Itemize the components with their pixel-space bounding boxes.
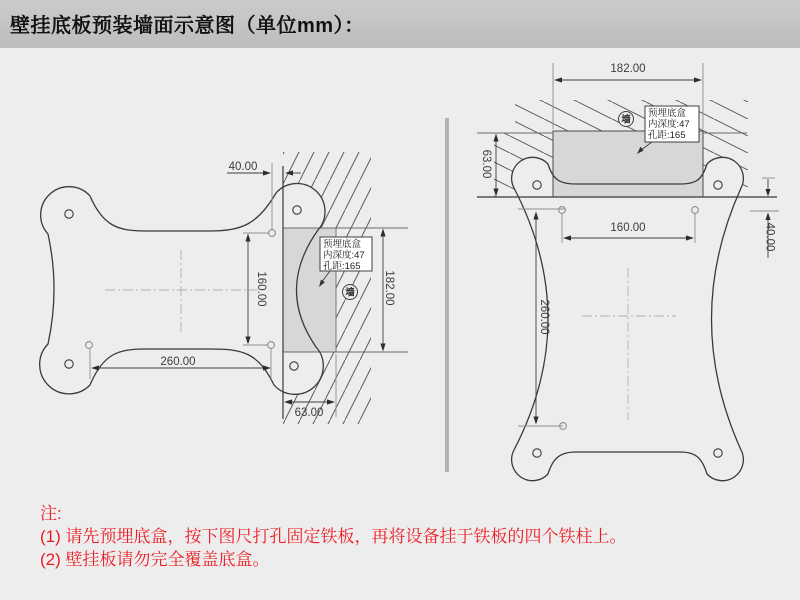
right-callout-line3: 孔距:165 — [648, 130, 686, 141]
right-dim-hole-v-label: 260.00 — [538, 299, 550, 335]
left-callout-line2: 内深度:47 — [323, 250, 365, 261]
right-callout-line2: 内深度:47 — [648, 119, 690, 130]
left-dim-hole-v-label: 160.00 — [255, 271, 267, 307]
note-line-2: (2) 壁挂板请勿完全覆盖底盒。 — [40, 550, 270, 569]
left-plate-hole — [290, 362, 298, 370]
left-dim-hole-h-label: 260.00 — [160, 356, 196, 368]
left-plate-hole — [65, 210, 73, 218]
note-line-1: (1) 请先预埋底盒，按下图尺打孔固定铁板，再将设备挂于铁板的四个铁柱上。 — [40, 527, 627, 546]
right-dim-hole-h-label: 160.00 — [610, 222, 646, 234]
divider-bar — [445, 118, 449, 472]
left-dim-box-height — [380, 229, 395, 352]
left-plate-hole — [293, 206, 301, 214]
right-box-hole — [692, 207, 699, 214]
left-box-hole — [269, 230, 276, 237]
notes-heading: 注: — [40, 504, 62, 523]
left-callout-line1: 预埋底盒 — [323, 239, 362, 250]
right-dim-gap — [750, 178, 779, 258]
title-bar — [0, 0, 800, 48]
page-title: 壁挂底板预装墙面示意图（单位mm）： — [10, 15, 365, 37]
right-dim-gap-label: 40.00 — [763, 222, 776, 252]
right-plate-hole — [714, 449, 722, 457]
right-dim-box-height-label: 63.00 — [480, 149, 492, 179]
left-dim-box-depth-label: 63.00 — [294, 407, 324, 419]
left-dim-gap-label: 40.00 — [228, 161, 258, 173]
right-wall-label — [619, 112, 634, 127]
left-plate-hole — [65, 360, 73, 368]
right-view — [477, 63, 779, 481]
left-box-hole — [86, 342, 93, 349]
right-dim-box-width-label: 182.00 — [610, 63, 646, 75]
right-callout-line1: 预埋底盒 — [648, 108, 687, 119]
left-wall-label — [343, 285, 358, 300]
right-plate-hole — [533, 449, 541, 457]
left-dim-box-height-label: 182.00 — [383, 270, 395, 306]
notes-block — [40, 502, 760, 571]
left-callout-line3: 孔距:165 — [323, 261, 361, 272]
right-wall-label-text: 墙 — [621, 114, 631, 126]
right-plate-hole — [714, 181, 722, 189]
right-dim-box-height — [480, 134, 499, 197]
right-box-hole — [559, 207, 566, 214]
right-plate-hole — [533, 181, 541, 189]
left-box-hole — [268, 342, 275, 349]
left-view — [40, 152, 408, 424]
left-wall-label-text: 墙 — [345, 287, 355, 299]
